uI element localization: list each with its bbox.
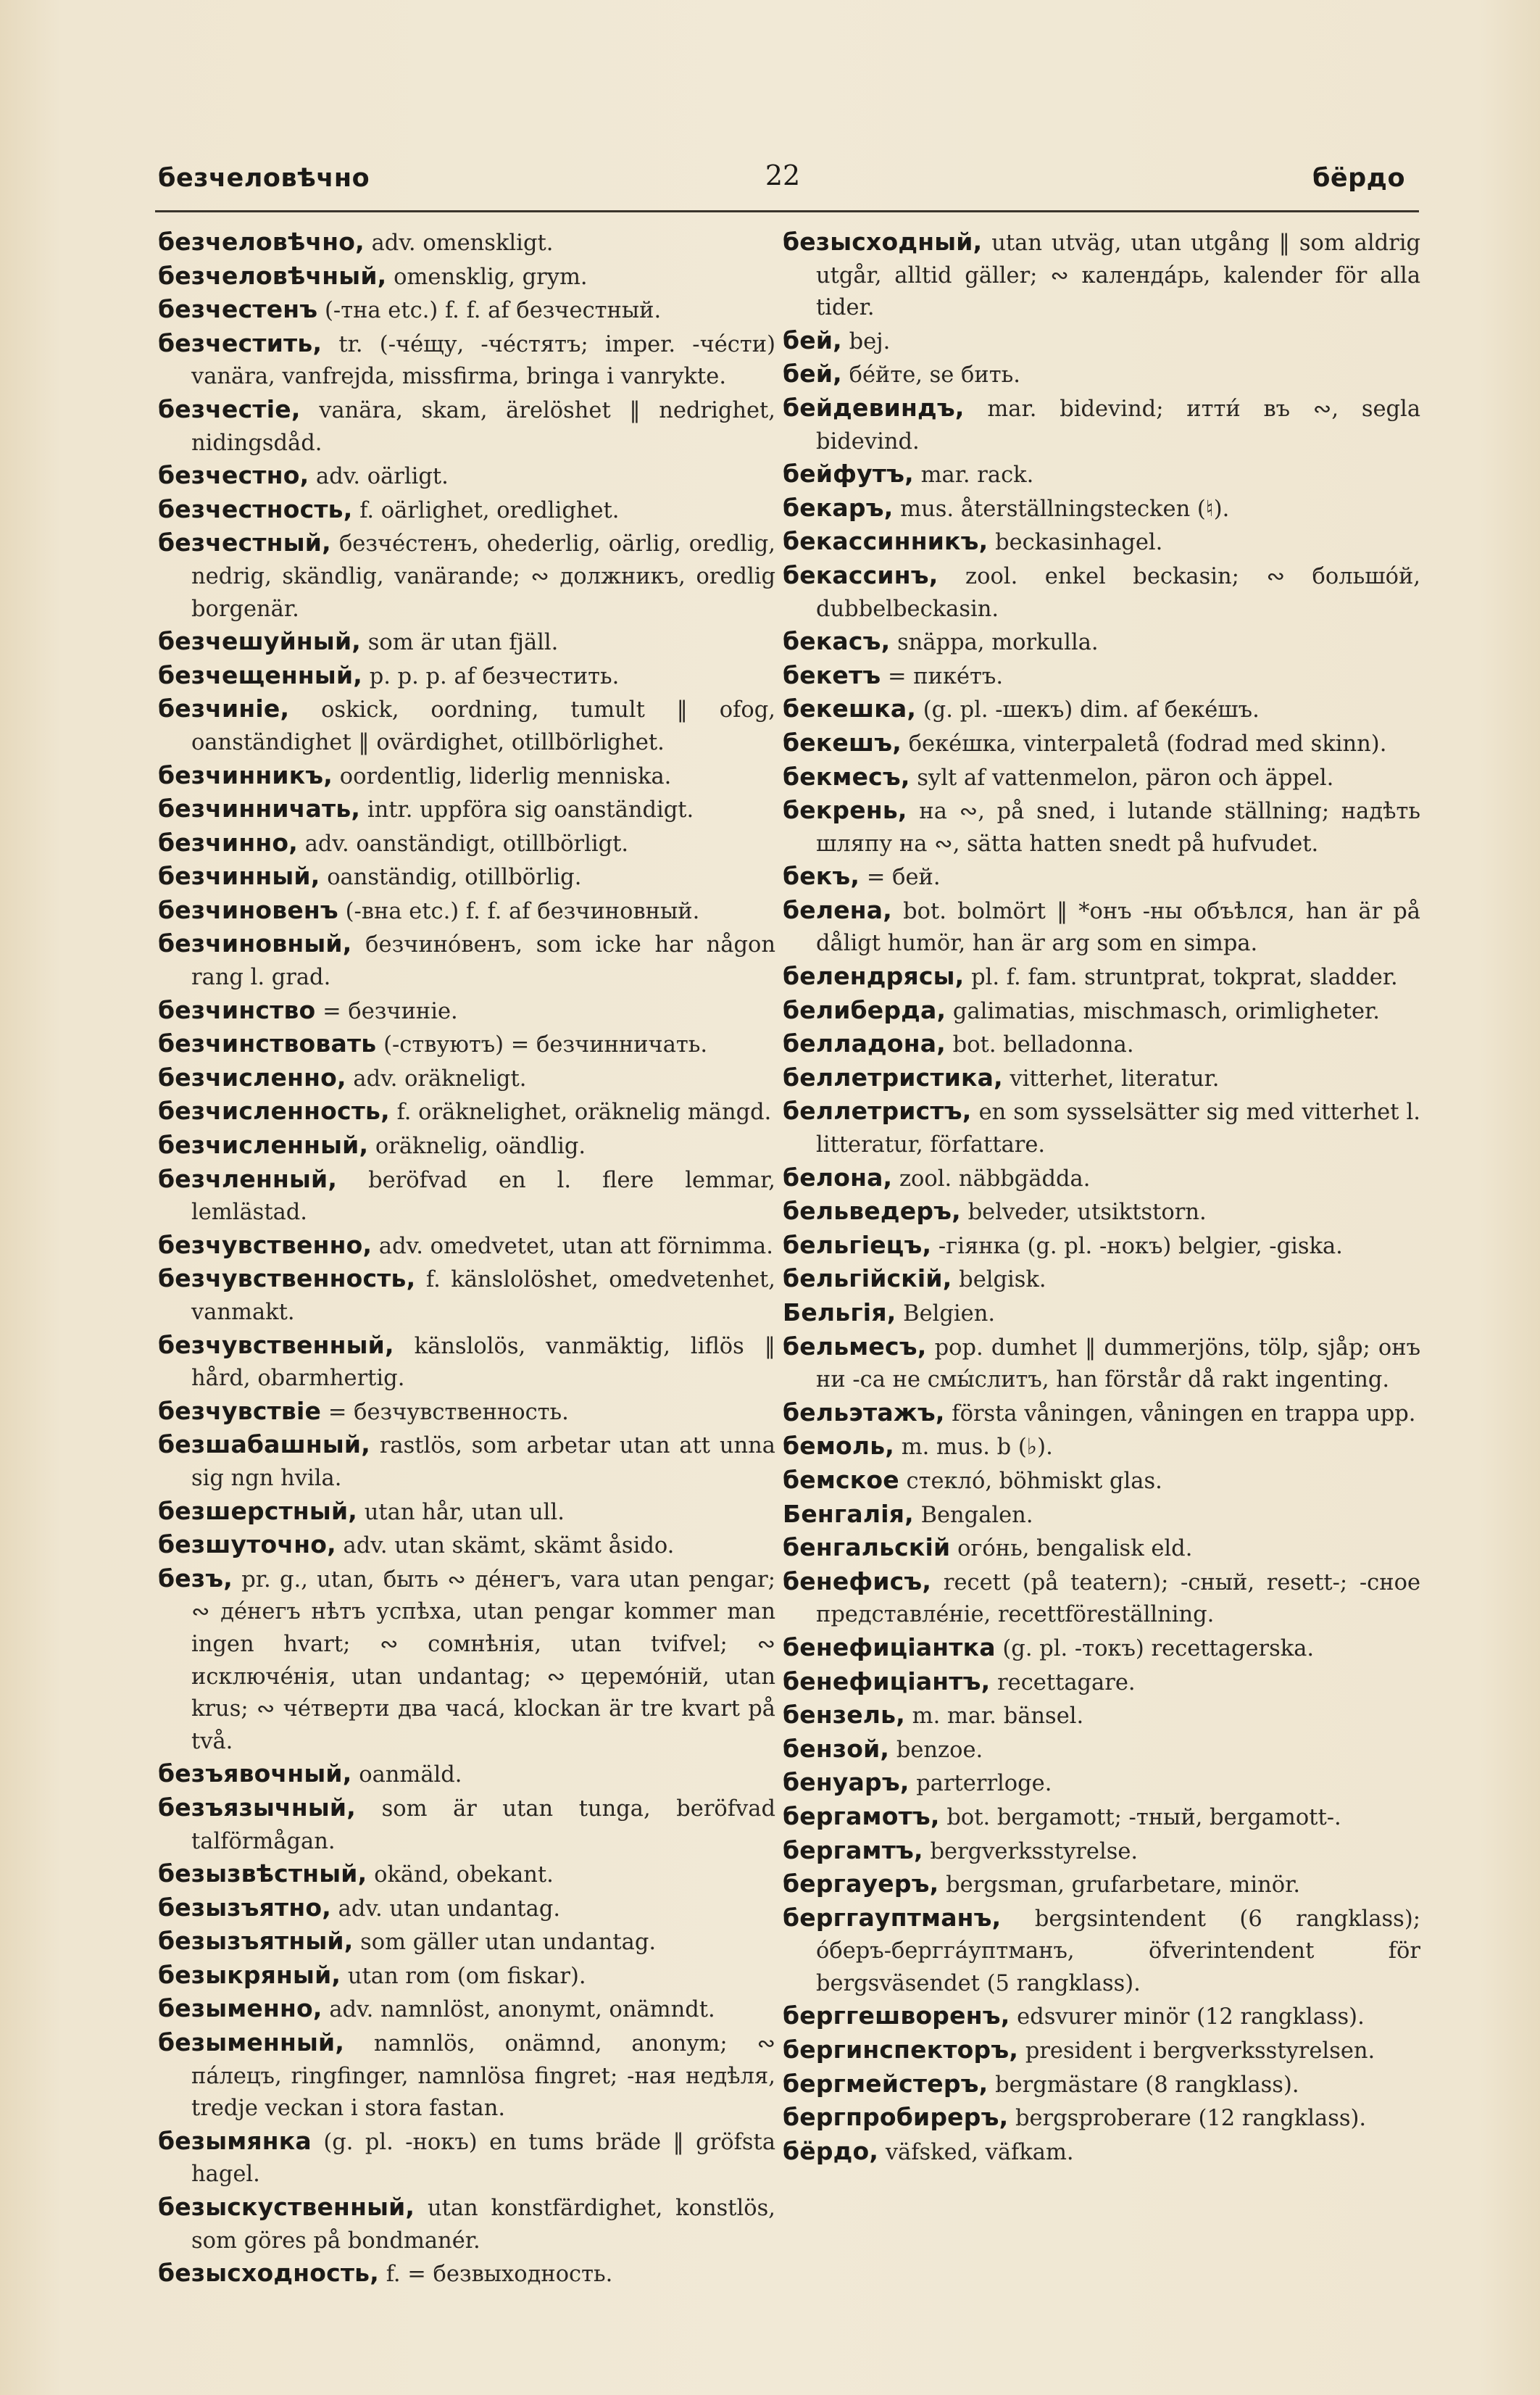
entry-headword: безчувственный, (158, 1330, 394, 1359)
entry-headword: бейфутъ, (783, 460, 914, 489)
dictionary-entry (783, 1195, 1420, 1229)
entry-headword: безчинство (158, 995, 316, 1024)
dictionary-entry (158, 1129, 775, 1163)
entry-headword: белона, (783, 1163, 893, 1192)
entry-definition: oordentlig, liderlig menniska. (339, 763, 672, 789)
entry-definition: benzoe. (896, 1737, 983, 1763)
entry-headword: безчленный, (158, 1164, 338, 1193)
dictionary-entry (783, 895, 1420, 960)
entry-headword: берггешворенъ, (783, 2001, 1010, 2030)
entry-definition: som gäller utan undantag. (360, 1930, 657, 1956)
dictionary-entry (158, 1792, 775, 1858)
entry-definition: oanständig, otillbörlig. (327, 865, 582, 891)
dictionary-entry (783, 1699, 1420, 1733)
entry-definition: omensklig, grym. (394, 264, 588, 290)
dictionary-entry (783, 960, 1420, 995)
entry-headword: безымянка (158, 2126, 312, 2155)
entry-headword: бенефисъ, (783, 1566, 932, 1595)
dictionary-entry (783, 1062, 1420, 1096)
dictionary-entry (783, 1632, 1420, 1666)
entry-definition: oanmäld. (359, 1762, 462, 1788)
entry-definition: utan hår, utan ull. (364, 1499, 565, 1525)
dictionary-entry (783, 1767, 1420, 1801)
dictionary-entry (783, 1902, 1420, 2001)
entry-definition: belveder, utsiktstorn. (967, 1200, 1207, 1226)
dictionary-entry (158, 1529, 775, 1563)
entry-headword: бемоль, (783, 1432, 895, 1461)
entry-headword: безыменно, (158, 1994, 322, 2023)
entry-headword: безызъятный, (158, 1927, 354, 1956)
entry-definition: adv. omenskligt. (371, 231, 554, 256)
entry-headword: безысходный, (783, 228, 983, 256)
entry-definition: adv. omedvetet, utan att förnimma. (378, 1233, 773, 1259)
dictionary-entry (783, 794, 1420, 860)
entry-headword: бельгійскій, (783, 1264, 952, 1293)
entry-headword: безшерстный, (158, 1496, 358, 1525)
entry-definition: parterrloge. (916, 1771, 1052, 1797)
dictionary-entry (783, 1801, 1420, 1835)
entry-headword: безчисленный, (158, 1131, 369, 1160)
dictionary-entry (783, 1095, 1420, 1161)
entry-definition: beckasinhagel. (995, 530, 1163, 556)
entry-headword: бекмесъ, (783, 762, 910, 791)
entry-definition: väfsked, väfkam. (885, 2139, 1074, 2165)
dictionary-entry (158, 1395, 775, 1429)
entry-definition: (g. pl. -шекъ) dim. af бекéшъ. (923, 697, 1260, 723)
dictionary-entry (158, 995, 775, 1029)
entry-definition: adv. oärligt. (316, 464, 449, 490)
entry-headword: безчувствіе (158, 1396, 322, 1425)
entry-headword: белиберда, (783, 995, 946, 1024)
dictionary-entry (783, 2101, 1420, 2135)
entry-definition: zool. näbbgädda. (899, 1166, 1091, 1192)
dictionary-entry (158, 1758, 775, 1792)
entry-headword: безчеловѣчный, (158, 261, 387, 290)
dictionary-entry (158, 494, 775, 528)
dictionary-entry (783, 1397, 1420, 1431)
entry-definition: огóнь, bengalisk eld. (957, 1536, 1193, 1562)
dictionary-entry (158, 394, 775, 460)
dictionary-entry (783, 1297, 1420, 1331)
entry-definition: бéйте, se бить. (849, 362, 1020, 389)
entry-headword: безызвѣстный, (158, 1859, 367, 1888)
dictionary-entry (158, 2027, 775, 2125)
entry-headword: безысходность, (158, 2259, 379, 2288)
entry-headword: бергамотъ, (783, 1801, 940, 1830)
entry-headword: Бенгалія, (783, 1499, 914, 1528)
dictionary-entry (158, 1858, 775, 1892)
entry-definition: стекло́, böhmiskt glas. (906, 1468, 1162, 1494)
dictionary-entry (783, 226, 1420, 325)
dictionary-entry (783, 1498, 1420, 1532)
entry-headword: безыкряный, (158, 1960, 341, 1989)
dictionary-entry (158, 2257, 775, 2291)
dictionary-entry (158, 1028, 775, 1062)
entry-headword: бенгальскій (783, 1533, 951, 1562)
entry-headword: безчестность, (158, 494, 353, 523)
dictionary-entry (783, 761, 1420, 795)
dictionary-entry (783, 1566, 1420, 1632)
dictionary-entry (158, 827, 775, 861)
entry-headword: безызъятно, (158, 1893, 331, 1922)
entry-headword: безчещенный, (158, 660, 362, 689)
entry-definition: snäppa, morkulla. (897, 630, 1099, 656)
dictionary-entry (783, 392, 1420, 458)
entry-headword: белладона, (783, 1029, 946, 1058)
dictionary-entry (158, 1959, 775, 1993)
left-column (158, 226, 775, 2291)
entry-definition: utan rom (om fiskar). (347, 1963, 586, 1989)
entry-definition: -гіянка (g. pl. -нокъ) belgier, -giska. (938, 1233, 1343, 1259)
entry-headword: белендрясы, (783, 962, 965, 991)
entry-definition: tr. (-чéщу, -чéстятъ; imper. -чéсти) vanära, vanfrejda, missfirma, bringa i vanrykte. (191, 331, 775, 390)
dictionary-entry (783, 1666, 1420, 1700)
dictionary-entry (783, 1430, 1420, 1464)
entry-definition: на ∾, på sned, i lutande ställning; надѣть шляпу на ∾, sätta hatten snedt på hufvudet. (816, 799, 1420, 857)
dictionary-entry (783, 1331, 1420, 1397)
dictionary-entry (783, 2000, 1420, 2034)
dictionary-entry (158, 860, 775, 895)
entry-definition: adv. utan skämt, skämt åsido. (343, 1533, 675, 1559)
dictionary-entry (158, 1429, 775, 1495)
entry-headword: бемское (783, 1465, 899, 1494)
entry-definition: = пикéтъ. (888, 663, 1004, 689)
dictionary-entry (783, 1733, 1420, 1767)
entry-headword: безчиновный, (158, 929, 352, 958)
entry-definition: f. oräknelighet, oräknelig mängd. (396, 1100, 772, 1126)
entry-definition: okänd, obekant. (374, 1862, 554, 1888)
entry-definition: bergsintendent (6 rangklass); óберъ-берггáуптманъ, öfverintendent för bergsväsendet (5 rangklass). (816, 1906, 1420, 1996)
dictionary-entry (783, 1868, 1420, 1902)
entry-definition: m. mar. bänsel. (912, 1703, 1084, 1730)
entry-definition: = безчувственность. (328, 1399, 569, 1425)
dictionary-entry (158, 2191, 775, 2257)
entry-headword: безчувственно, (158, 1230, 372, 1259)
entry-definition: безчéстенъ, ohederlig, oärlig, oredlig, nedrig, skändlig, vanärande; ∾ должникъ, oredlig borgenär. (191, 531, 775, 622)
dictionary-entry (158, 928, 775, 994)
entry-headword: бергинспекторъ, (783, 2035, 1019, 2064)
entry-definition: galimatias, mischmasch, orimligheter. (952, 998, 1380, 1024)
entry-headword: бекаръ, (783, 493, 894, 522)
entry-headword: бекасъ, (783, 627, 891, 656)
entry-headword: беллетристъ, (783, 1097, 972, 1126)
entry-headword: бензой, (783, 1734, 890, 1763)
dictionary-entry (158, 527, 775, 626)
entry-definition: intr. uppföra sig oanständigt. (367, 797, 694, 823)
entry-definition: beröfvad en l. flere lemmar, lemlästad. (191, 1167, 775, 1226)
dictionary-entry (783, 1229, 1420, 1263)
entry-headword: безчеловѣчно, (158, 228, 365, 256)
entry-definition: adv. oräkneligt. (353, 1066, 527, 1092)
entry-headword: бей, (783, 325, 842, 354)
entry-definition: zool. enkel beckasin; ∾ большóй, dubbelbeckasin. (816, 563, 1420, 622)
entry-definition: oskick, oordning, tumult ‖ ofog, oanständighet ‖ ovärdighet, otillbörlighet. (191, 697, 775, 755)
entry-definition: безчинóвенъ, som icke har någon rang l. grad. (191, 932, 776, 991)
entry-headword: безчешуйный, (158, 627, 362, 656)
entry-headword: бергпробиреръ, (783, 2103, 1009, 2132)
dictionary-entry (158, 1892, 775, 1926)
entry-headword: безъ, (158, 1564, 233, 1593)
entry-headword: бельгіецъ, (783, 1230, 932, 1259)
dictionary-entry (783, 458, 1420, 492)
dictionary-entry (158, 1329, 775, 1395)
entry-headword: безчестить, (158, 328, 322, 357)
entry-definition: (-тна etc.) f. f. af безчестный. (325, 298, 662, 324)
entry-definition: president i bergverksstyrelsen. (1025, 2038, 1375, 2064)
entry-definition: m. mus. b (♭). (901, 1435, 1053, 1461)
entry-definition: (-ствуютъ) = безчинничать. (383, 1032, 708, 1058)
entry-headword: бекетъ (783, 660, 881, 689)
entry-definition: (-вна etc.) f. f. af безчиновный. (345, 898, 700, 924)
dictionary-entry (783, 492, 1420, 526)
dictionary-entry (783, 693, 1420, 727)
entry-headword: безчисленно, (158, 1063, 346, 1092)
entry-definition: mus. återställningstecken (♮). (900, 496, 1230, 522)
entry-headword: бельмесъ, (783, 1332, 927, 1361)
dictionary-entry (158, 2125, 775, 2191)
entry-headword: безчувственность, (158, 1264, 416, 1293)
entry-definition: utan utväg, utan utgång ‖ som aldrig utgår, alltid gäller; ∾ календáрь, kalender för alla tider. (816, 231, 1420, 321)
entry-headword: безчестный, (158, 528, 331, 557)
dictionary-entry (783, 626, 1420, 660)
entry-headword: безыменный, (158, 2028, 345, 2057)
dictionary-entry (158, 1925, 775, 1959)
dictionary-entry (783, 325, 1420, 359)
entry-headword: бельведеръ, (783, 1197, 961, 1226)
entry-headword: безчисленность, (158, 1097, 390, 1126)
entry-definition: mar. bidevind; итти́ въ ∾, segla bidevind. (816, 396, 1420, 454)
dictionary-entry (158, 294, 775, 328)
entry-headword: безчестно, (158, 461, 309, 490)
entry-definition: = безчиніе. (322, 998, 458, 1024)
dictionary-entry (783, 2068, 1420, 2102)
dictionary-entry (158, 328, 775, 394)
entry-headword: бекассинникъ, (783, 527, 988, 556)
entry-definition: vitterhet, literatur. (1010, 1066, 1220, 1092)
entry-headword: безчинный, (158, 862, 320, 891)
entry-definition: pl. f. fam. struntprat, tokprat, sladder. (971, 965, 1398, 991)
running-head-right: бёрдо (1312, 164, 1405, 193)
entry-definition: adv. namnlöst, anonymt, onämndt. (329, 1997, 715, 2023)
entry-definition: oräknelig, oändlig. (375, 1134, 586, 1160)
entry-headword: бергамтъ, (783, 1835, 923, 1864)
dictionary-entry (158, 660, 775, 694)
entry-headword: бёрдо, (783, 2136, 879, 2165)
entry-definition: känslolös, vanmäktig, liflös ‖ hård, obarmhertig. (191, 1333, 775, 1392)
dictionary-entry (158, 895, 775, 929)
dictionary-entry (783, 1464, 1420, 1498)
entry-definition: som är utan fjäll. (367, 630, 559, 656)
entry-headword: безъявочный, (158, 1759, 352, 1788)
entry-definition: vanära, skam, ärelöshet ‖ nedrighet, nidingsdåd. (191, 397, 776, 456)
entry-headword: безчестіе, (158, 394, 301, 423)
dictionary-entry (783, 1532, 1420, 1566)
entry-headword: Бельгія, (783, 1298, 896, 1327)
entry-headword: бекешъ, (783, 728, 902, 757)
right-column (783, 226, 1420, 2169)
entry-headword: безъязычный, (158, 1793, 356, 1822)
entry-headword: бергмейстеръ, (783, 2069, 988, 2098)
dictionary-entry (158, 1993, 775, 2027)
entry-definition: p. p. p. af безчестить. (369, 663, 620, 689)
entry-definition: pop. dumhet ‖ dummerjöns, tölp, sjåp; онъ ни -са не смы́слитъ, han förstår då rakt ingenting. (816, 1335, 1420, 1393)
dictionary-entry (783, 1835, 1420, 1869)
dictionary-entry (783, 526, 1420, 560)
dictionary-entry (158, 1062, 775, 1096)
entry-headword: безчинно, (158, 828, 298, 857)
running-head-left: безчеловѣчно (158, 164, 370, 193)
entry-headword: бекассинъ, (783, 560, 938, 589)
entry-headword: бенуаръ, (783, 1768, 910, 1797)
entry-headword: безшабашный, (158, 1430, 370, 1459)
entry-definition: namnlös, onämnd, anonym; ∾ пáлецъ, ringfinger, namnlösa fingret; -ная недѣля, tredje veckan i stora fastan. (191, 2031, 775, 2122)
entry-headword: беллетристика, (783, 1063, 1003, 1092)
entry-definition: sylt af vattenmelon, päron och äppel. (917, 765, 1334, 791)
entry-definition: recett (på teatern); -сный, resett-; -сное представлéніе, recettföreställning. (816, 1569, 1420, 1628)
entry-definition: pr. g., utan, быть ∾ дéнегъ, vara utan pengar; ∾ дéнегъ нѣтъ успѣха, utan pengar kommer man ingen hvart; ∾ сомнѣнія, utan tvifvel; ∾ исключéнія, utan undantag; ∾ церемóній, utan krus; ∾ чéтверти два часá, klockan är tre kvart på två. (191, 1566, 775, 1754)
header-rule (155, 210, 1419, 212)
dictionary-entry (158, 626, 775, 660)
entry-headword: безчиніе, (158, 694, 290, 723)
entry-definition: bergverksstyrelse. (930, 1838, 1139, 1864)
entry-definition: бекéшка, vinterpaletå (fodrad med skinn). (908, 731, 1387, 757)
entry-definition: mar. rack. (920, 462, 1034, 489)
entry-definition: bergmästare (8 rangklass). (995, 2072, 1299, 2098)
entry-headword: бекъ, (783, 862, 860, 891)
entry-headword: бенефиціантъ, (783, 1666, 991, 1695)
dictionary-entry (158, 460, 775, 494)
dictionary-entry (158, 1229, 775, 1263)
entry-definition: bot. belladonna. (952, 1032, 1134, 1058)
dictionary-entry (783, 2034, 1420, 2068)
entry-definition: (g. pl. -нокъ) en tums bräde ‖ gröfsta hagel. (191, 2129, 775, 2188)
page-number: 22 (765, 159, 801, 191)
entry-definition: bergsman, grufarbetare, minör. (946, 1872, 1301, 1898)
entry-headword: белена, (783, 895, 892, 924)
entry-headword: бейдевиндъ, (783, 393, 965, 422)
entry-headword: безчинничать, (158, 794, 361, 823)
entry-definition: adv. oanständigt, otillbörligt. (304, 831, 629, 857)
entry-definition: adv. utan undantag. (338, 1896, 561, 1922)
entry-headword: безыскуственный, (158, 2193, 415, 2222)
entry-headword: бельэтажъ, (783, 1398, 945, 1427)
dictionary-entry (158, 793, 775, 827)
entry-definition: belgisk. (959, 1267, 1046, 1293)
entry-definition: recettagare. (997, 1669, 1136, 1695)
entry-definition: bej. (849, 328, 891, 354)
entry-definition: bergsproberare (12 rangklass). (1015, 2106, 1367, 2132)
dictionary-entry (783, 727, 1420, 761)
entry-definition: rastlös, som arbetar utan att unna sig ngn hvila. (191, 1433, 775, 1491)
entry-definition: bot. bolmört ‖ *онъ -ны объѣлся, han är på dåligt humör, han är arg som en simpa. (816, 898, 1420, 957)
dictionary-entry (158, 1095, 775, 1129)
dictionary-entry (783, 2135, 1420, 2170)
dictionary-entry (783, 660, 1420, 694)
entry-definition: första våningen, våningen en trappa upp. (952, 1400, 1416, 1427)
entry-headword: бекешка, (783, 694, 917, 723)
entry-headword: безчинствовать (158, 1029, 377, 1058)
dictionary-entry (783, 1263, 1420, 1297)
entry-definition: f. = безвыходность. (386, 2262, 613, 2288)
dictionary-entry (158, 693, 775, 759)
dictionary-entry (158, 260, 775, 294)
entry-definition: = бей. (866, 865, 941, 891)
entry-headword: бергауеръ, (783, 1869, 939, 1898)
dictionary-entry (783, 1028, 1420, 1062)
dictionary-entry (158, 1163, 775, 1229)
dictionary-entry (158, 226, 775, 260)
dictionary-entry (783, 860, 1420, 895)
dictionary-entry (783, 560, 1420, 626)
entry-definition: Belgien. (903, 1301, 996, 1327)
entry-headword: безчестенъ (158, 295, 318, 324)
entry-headword: берггауптманъ, (783, 1903, 1002, 1932)
entry-headword: бенефиціантка (783, 1632, 996, 1661)
entry-definition: edsvurer minör (12 rangklass). (1017, 2004, 1365, 2030)
entry-headword: безчиновенъ (158, 895, 338, 924)
entry-definition: Bengalen. (920, 1502, 1033, 1528)
entry-headword: безчинникъ, (158, 760, 333, 789)
entry-definition: utan konstfärdighet, konstlös, som göres på bondmanér. (191, 2196, 775, 2254)
entry-definition: f. oärlighet, oredlighet. (359, 497, 620, 523)
entry-definition: (g. pl. -токъ) recettagerska. (1002, 1635, 1315, 1661)
dictionary-entry (783, 1162, 1420, 1196)
dictionary-entry (158, 760, 775, 794)
entry-definition: bot. bergamott; -тный, bergamott-. (946, 1804, 1341, 1830)
dictionary-entry (158, 1495, 775, 1529)
entry-headword: бей, (783, 360, 842, 389)
entry-definition: f. känslolöshet, omedvetenhet, vanmakt. (191, 1267, 775, 1325)
dictionary-entry (158, 1263, 775, 1329)
entry-headword: безшуточно, (158, 1530, 336, 1559)
entry-definition: en som sysselsätter sig med vitterhet l. litteratur, författare. (816, 1100, 1420, 1158)
dictionary-entry (158, 1563, 775, 1759)
entry-headword: бензель, (783, 1701, 905, 1730)
dictionary-entry (783, 358, 1420, 392)
entry-headword: бекрень, (783, 796, 907, 825)
dictionary-entry (783, 995, 1420, 1029)
entry-definition: som är utan tunga, beröfvad talförmågan. (191, 1796, 775, 1854)
